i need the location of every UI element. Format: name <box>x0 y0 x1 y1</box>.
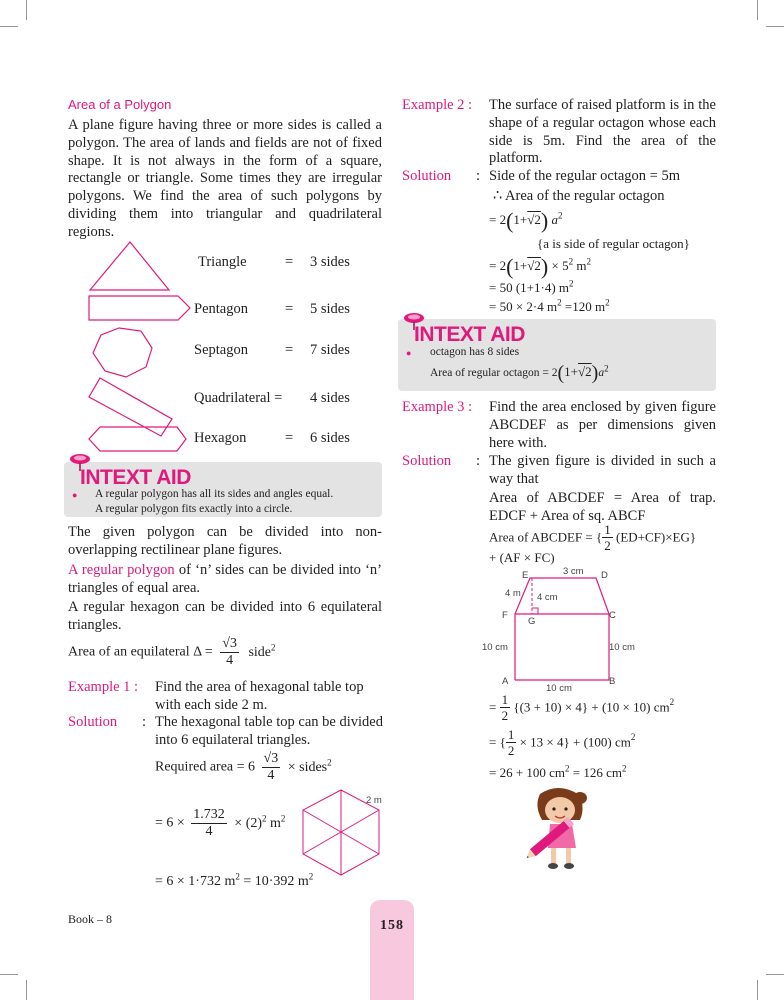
intext-aid-right-line1: octagon has 8 sides <box>430 346 520 358</box>
shape-name: Hexagon <box>194 430 247 446</box>
section-heading: Area of a Polygon <box>68 97 172 112</box>
sol2-line4: {a is side of regular octagon} <box>537 236 690 251</box>
solution3-label: Solution <box>402 453 452 469</box>
vertex-G: G <box>528 616 536 627</box>
numerator: 1.732 <box>193 807 225 822</box>
fraction: $\frac{1}{2}$ <box>501 692 509 723</box>
sol3-line4: + (AF × FC) <box>489 550 555 565</box>
formula-suffix: side$^2$ <box>248 641 276 660</box>
sol2-line7: = 50 × 2·4 $m^2 =120$ $m^2$ <box>489 297 610 314</box>
sol2-line1: Side of the regular octagon = 5m <box>489 168 680 184</box>
example1-text: Find the area of hexagonal table top with each side 2 m. <box>155 679 364 713</box>
pentagon-shape <box>89 296 190 320</box>
solution1-label: Solution <box>68 714 118 730</box>
intext-aid-line1: A regular polygon has all its sides and angles equal. <box>95 488 334 500</box>
vertex-E: E <box>522 570 529 581</box>
denominator: 4 <box>267 768 275 783</box>
fraction <box>262 752 281 783</box>
label-right: 10 cm <box>609 642 635 653</box>
fraction: $\frac{1}{2}$ <box>604 522 611 553</box>
example3-label: Example 3 : <box>402 399 473 415</box>
crop-mark <box>757 0 758 20</box>
sol3-line2: Area of ABCDEF = Area of trap. EDCF + Area of sq. ABCF <box>489 490 716 524</box>
intext-aid-bullet: ● <box>72 490 78 500</box>
sol2-line2: ∴ Area of the regular octagon <box>493 188 665 204</box>
sol3-line3: Area of ABCDEF = { $\frac{1}{2}$ (ED+CF)×EG} <box>489 522 697 553</box>
denominator: 4 <box>226 653 234 668</box>
label-bottom: 10 cm <box>546 683 572 694</box>
calc-line2 <box>155 808 285 839</box>
required-area-line <box>155 752 332 783</box>
calc-line3: = 6 × 1·732 $m^2 = 10\cdot 392$ $m^2$ <box>155 871 314 889</box>
crop-mark <box>766 974 784 975</box>
hexagon-shape <box>89 427 186 451</box>
calc3-line3: = 26 + 100 $cm^2 = 126$ $cm^2$ <box>489 763 627 780</box>
girl-pencil-illustration <box>520 784 600 874</box>
label-left: 10 cm <box>482 642 508 653</box>
label-slant: 4 m <box>505 588 521 599</box>
shape-eq: = <box>285 430 294 446</box>
hexagon-side-label: 2 m <box>366 795 382 806</box>
example1-label: Example 1 : <box>68 679 139 695</box>
crop-mark <box>26 980 27 1000</box>
solution3-colon: : <box>476 453 481 469</box>
sol2-line6: = 50 (1+1·4) $m^2$ <box>489 278 574 295</box>
shape-sides: 5 sides <box>310 301 350 317</box>
solution2-colon: : <box>476 168 481 184</box>
vertex-D: D <box>601 570 608 581</box>
regular-polygon-rest: of ‘n’ sides can be divided into ‘n’ triangles of equal area. <box>68 562 382 596</box>
shape-sides: 3 sides <box>310 254 350 270</box>
page-number: 158 <box>380 918 404 933</box>
example3-text: Find the area enclosed by given figure ABCDEF as per dimensions given here with. <box>489 399 716 451</box>
calc3-line1: = $\frac{1}{2}$ {(3 + 10) × 4} + (10 × 10) $cm^2$ <box>489 692 675 723</box>
sol2-line5: = $2(1+√2) \times 5^2$ $m^2$ <box>489 254 591 279</box>
numerator: √3 <box>222 636 237 651</box>
shape-name: Quadrilateral = <box>194 390 283 406</box>
shape-eq: = <box>285 254 294 270</box>
crop-mark <box>766 26 784 27</box>
solution1-text: The hexagonal table top can be divided into 6 equilateral triangles. <box>155 714 383 748</box>
calc-pre: = 6 × <box>155 815 185 831</box>
shapes-figure <box>82 240 192 465</box>
vertex-A: A <box>502 676 509 687</box>
shape-sides: 7 sides <box>310 342 350 358</box>
shape-name: Septagon <box>194 342 248 358</box>
formula-prefix: Area of an equilateral Δ = <box>68 644 213 660</box>
solution1-colon: : <box>142 714 147 730</box>
crop-mark <box>757 980 758 1000</box>
sol3-line1: The given figure is divided in such a way that <box>489 453 716 487</box>
example2-text: The surface of raised platform is in the shape of a regular octagon whose each side is 5m. Find the area of the platform. <box>489 97 716 167</box>
sol2-line3: = 2(1+√2) $a^2$ <box>489 208 563 233</box>
calc3-line2: = { $\frac{1}{2}$ × 13 × 4} + (100) $cm^2$ <box>489 727 636 758</box>
crop-mark <box>0 26 18 27</box>
intext-aid-title-right: INTEXT AID <box>414 323 525 346</box>
vertex-C: C <box>609 610 616 621</box>
example2-label: Example 2 : <box>402 97 473 113</box>
intext-aid-line2: A regular polygon fits exactly into a circle. <box>95 503 293 515</box>
calc-post: × $(2)^2$ $m^2$ <box>234 812 286 831</box>
solution2-label: Solution <box>402 168 452 184</box>
intext-aid-bullet: ● <box>406 348 412 358</box>
numerator: √3 <box>263 751 279 766</box>
intext-aid-right-line2: Area of regular octagon = $2(1+√2)a^2$ <box>430 362 609 384</box>
page-number-tab <box>370 900 414 1000</box>
equilateral-area-formula <box>68 637 276 668</box>
paragraph-hexagon: A regular hexagon can be divided into 6 equilateral triangles. <box>68 599 382 633</box>
book-label: Book – 8 <box>68 912 113 926</box>
triangle-shape <box>90 242 169 290</box>
vertex-F: F <box>502 610 508 621</box>
vertex-B: B <box>609 676 616 687</box>
shape-name: Triangle <box>198 254 247 270</box>
intext-aid-title: INTEXT AID <box>80 466 191 489</box>
paragraph-divide: The given polygon can be divided into non-overlapping rectilinear plane figures. <box>68 524 382 558</box>
shape-eq: = <box>285 342 294 358</box>
shape-eq: = <box>285 301 294 317</box>
shape-sides: 6 sides <box>310 430 350 446</box>
paragraph-regular-polygon <box>68 562 382 598</box>
figure-abcdef <box>500 568 650 698</box>
fraction <box>191 808 227 839</box>
denominator: 4 <box>205 824 213 839</box>
septagon-shape <box>93 328 152 377</box>
intro-paragraph: A plane figure having three or more sides is called a polygon. The area of lands and fields are not of fixed shape. It is not always in the form of a square, rectangle or triangle. Some times they are irregular polygons. We find the area of such polygons by dividing them into triangular and quadrilateral regions. <box>68 117 382 240</box>
fraction: $\frac{1}{2}$ <box>507 727 515 758</box>
label-top: 3 cm <box>563 566 584 577</box>
req-area-text: Required area = 6 <box>155 759 256 775</box>
label-height: 4 cm <box>537 592 558 603</box>
shape-sides: 4 sides <box>310 390 350 406</box>
crop-mark <box>26 0 27 20</box>
times-sides: × sides$^2$ <box>287 756 332 775</box>
regular-polygon-term: A regular polygon <box>68 562 175 578</box>
fraction <box>220 637 239 668</box>
shape-name: Pentagon <box>194 301 248 317</box>
crop-mark <box>0 974 18 975</box>
